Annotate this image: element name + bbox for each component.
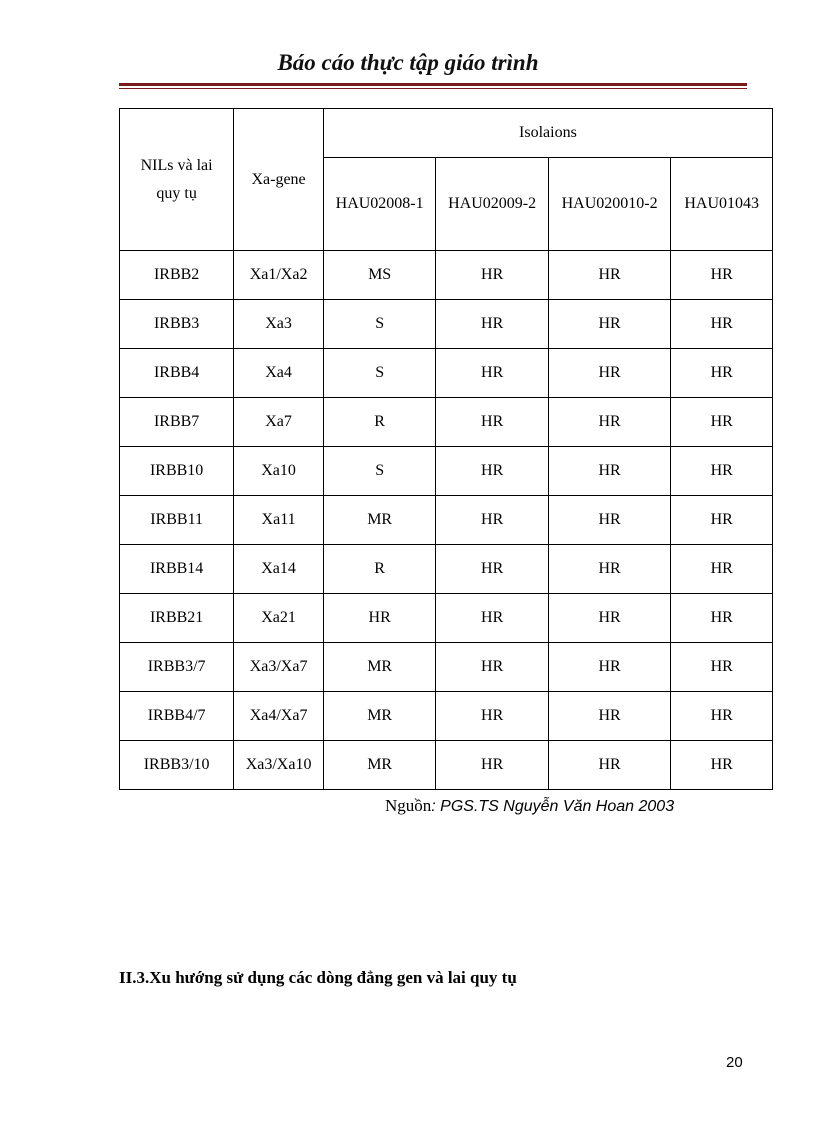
table-cell: HR bbox=[323, 594, 436, 643]
table-row bbox=[120, 741, 773, 790]
table-cell: HR bbox=[436, 300, 549, 349]
table-cell: MR bbox=[323, 741, 436, 790]
table-cell: Xa3 bbox=[234, 300, 324, 349]
table-cell: HR bbox=[671, 496, 773, 545]
table-cell: HR bbox=[548, 545, 670, 594]
table-cell: HR bbox=[671, 692, 773, 741]
table-cell: IRBB7 bbox=[120, 398, 234, 447]
table-cell: Xa7 bbox=[234, 398, 324, 447]
table-cell: Xa4 bbox=[234, 349, 324, 398]
table-cell: HR bbox=[548, 300, 670, 349]
table-row bbox=[120, 398, 773, 447]
table-row bbox=[120, 594, 773, 643]
table-cell: Xa3/Xa10 bbox=[234, 741, 324, 790]
header-isolate: HAU02008-1 bbox=[323, 158, 436, 251]
table-cell: Xa10 bbox=[234, 447, 324, 496]
table-cell: IRBB14 bbox=[120, 545, 234, 594]
table-cell: HR bbox=[436, 741, 549, 790]
table-cell: Xa1/Xa2 bbox=[234, 251, 324, 300]
table-cell: HR bbox=[671, 741, 773, 790]
table-cell: MS bbox=[323, 251, 436, 300]
table-cell: IRBB2 bbox=[120, 251, 234, 300]
table-row bbox=[120, 300, 773, 349]
table-cell: HR bbox=[671, 300, 773, 349]
table-cell: HR bbox=[671, 349, 773, 398]
table-cell: HR bbox=[436, 692, 549, 741]
header-lines-line2: quy tụ bbox=[156, 184, 197, 202]
table-cell: HR bbox=[548, 741, 670, 790]
header-gene-cell: Xa-gene bbox=[234, 109, 324, 251]
header-isolate: HAU020010-2 bbox=[548, 158, 670, 251]
table-cell: IRBB3 bbox=[120, 300, 234, 349]
table-cell: R bbox=[323, 545, 436, 594]
header-rule-thick bbox=[119, 83, 747, 86]
header-isolate: HAU01043 bbox=[671, 158, 773, 251]
table-cell: HR bbox=[436, 545, 549, 594]
table-cell: HR bbox=[436, 496, 549, 545]
table-cell: IRBB3/7 bbox=[120, 643, 234, 692]
table-cell: HR bbox=[548, 349, 670, 398]
table-row bbox=[120, 692, 773, 741]
table-row bbox=[120, 545, 773, 594]
table-cell: HR bbox=[548, 398, 670, 447]
table-cell: Xa4/Xa7 bbox=[234, 692, 324, 741]
resistance-table bbox=[119, 108, 773, 790]
table-cell: HR bbox=[548, 643, 670, 692]
table-cell: IRBB11 bbox=[120, 496, 234, 545]
table-cell: HR bbox=[548, 692, 670, 741]
table-row bbox=[120, 496, 773, 545]
table-cell: HR bbox=[671, 643, 773, 692]
table-cell: IRBB3/10 bbox=[120, 741, 234, 790]
table-cell: HR bbox=[548, 251, 670, 300]
table-cell: HR bbox=[436, 594, 549, 643]
table-cell: HR bbox=[436, 447, 549, 496]
table-row bbox=[120, 251, 773, 300]
page-number: 20 bbox=[726, 1054, 743, 1071]
table-cell: Xa21 bbox=[234, 594, 324, 643]
source-author: : PGS.TS Nguyễn Văn Hoan 2003 bbox=[431, 798, 675, 815]
table-row bbox=[120, 447, 773, 496]
table-cell: MR bbox=[323, 692, 436, 741]
table-cell: HR bbox=[548, 447, 670, 496]
table-body bbox=[120, 251, 773, 790]
header-lines-line1: NILs và lai bbox=[140, 157, 213, 175]
table-cell: HR bbox=[436, 349, 549, 398]
table-cell: HR bbox=[548, 594, 670, 643]
table-cell: MR bbox=[323, 496, 436, 545]
table-cell: IRBB4 bbox=[120, 349, 234, 398]
table-cell: S bbox=[323, 300, 436, 349]
header-rule-thin bbox=[119, 88, 747, 89]
section-heading: II.3.Xu hướng sử dụng các dòng đẳng gen và lai quy tụ bbox=[119, 968, 517, 987]
table-cell: HR bbox=[436, 398, 549, 447]
table-row bbox=[120, 643, 773, 692]
table-cell: HR bbox=[671, 545, 773, 594]
table-cell: HR bbox=[671, 398, 773, 447]
table-cell: R bbox=[323, 398, 436, 447]
source-label: Nguồn bbox=[385, 796, 432, 815]
table-cell: Xa11 bbox=[234, 496, 324, 545]
table-row bbox=[120, 349, 773, 398]
table-cell: Xa3/Xa7 bbox=[234, 643, 324, 692]
source-note bbox=[385, 796, 674, 816]
table-cell: HR bbox=[671, 447, 773, 496]
table-cell: MR bbox=[323, 643, 436, 692]
page-header-title: Báo cáo thực tập giáo trình bbox=[277, 50, 539, 75]
table-cell: S bbox=[323, 349, 436, 398]
table-cell: Xa14 bbox=[234, 545, 324, 594]
table-cell: IRBB21 bbox=[120, 594, 234, 643]
table-cell: IRBB10 bbox=[120, 447, 234, 496]
header-lines-cell bbox=[120, 109, 234, 251]
table-cell: HR bbox=[436, 643, 549, 692]
table-cell: HR bbox=[671, 251, 773, 300]
table-cell: HR bbox=[436, 251, 549, 300]
table-header-row bbox=[120, 109, 773, 158]
table-cell: IRBB4/7 bbox=[120, 692, 234, 741]
table-cell: S bbox=[323, 447, 436, 496]
header-isolate: HAU02009-2 bbox=[436, 158, 549, 251]
header-isolates-group: Isolaions bbox=[323, 109, 772, 158]
table-cell: HR bbox=[671, 594, 773, 643]
table-cell: HR bbox=[548, 496, 670, 545]
